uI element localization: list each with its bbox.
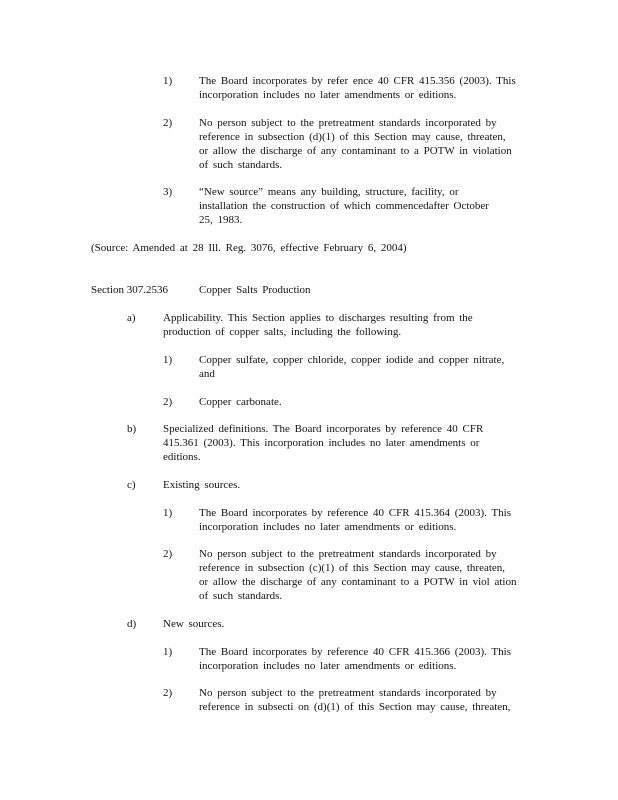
subsection-marker: d) — [127, 618, 137, 630]
item-marker: 1) — [163, 354, 173, 366]
paragraph-line: reference in subsection (c)(1) of this Section may cause, threaten, — [199, 562, 506, 574]
paragraph-line: incorporation includes no later amendments or editions. — [199, 521, 457, 533]
paragraph-line: The Board incorporates by reference 40 CFR 415.364 (2003). This — [199, 507, 511, 519]
paragraph-line: 25, 1983. — [199, 214, 243, 226]
paragraph-line: production of copper salts, including the following. — [163, 326, 402, 338]
paragraph-line: reference in subsection (d)(1) of this Section may cause, threaten, — [199, 131, 506, 143]
subsection-marker: c) — [127, 479, 136, 491]
item-marker: 3) — [163, 186, 173, 198]
section-title: Copper Salts Production — [199, 284, 311, 296]
paragraph-line: Specialized definitions. The Board incorporates by reference 40 CFR — [163, 423, 484, 435]
paragraph-line: No person subject to the pretreatment standards incorporated by — [199, 548, 497, 560]
paragraph-line: or allow the discharge of any contaminant to a POTW in violation — [199, 145, 512, 157]
source-note: (Source: Amended at 28 Ill. Reg. 3076, effective February 6, 2004) — [91, 242, 407, 254]
paragraph-line: of such standards. — [199, 159, 283, 171]
paragraph-line: or allow the discharge of any contaminant to a POTW in viol ation — [199, 576, 517, 588]
paragraph-line: No person subject to the pretreatment standards incorporated by — [199, 687, 497, 699]
paragraph-line: reference in subsecti on (d)(1) of this Section may cause, threaten, — [199, 701, 511, 713]
item-marker: 2) — [163, 687, 173, 699]
item-marker: 1) — [163, 646, 173, 658]
paragraph-line: The Board incorporates by refer ence 40 CFR 415.356 (2003). This — [199, 75, 516, 87]
paragraph-line: “New source” means any building, structure, facility, or — [199, 186, 459, 198]
paragraph-line: and — [199, 368, 215, 380]
item-marker: 2) — [163, 117, 173, 129]
paragraph-line: Copper carbonate. — [199, 396, 282, 408]
paragraph-line: New sources. — [163, 618, 225, 630]
item-marker: 1) — [163, 75, 173, 87]
paragraph-line: The Board incorporates by reference 40 CFR 415.366 (2003). This — [199, 646, 511, 658]
paragraph-line: No person subject to the pretreatment standards incorporated by — [199, 117, 497, 129]
paragraph-line: installation the construction of which commencedafter October — [199, 200, 489, 212]
paragraph-line: editions. — [163, 451, 201, 463]
subsection-marker: a) — [127, 312, 136, 324]
item-marker: 1) — [163, 507, 173, 519]
paragraph-line: of such standards. — [199, 590, 283, 602]
paragraph-line: 415.361 (2003). This incorporation includes no later amendments or — [163, 437, 480, 449]
paragraph-line: Applicability. This Section applies to discharges resulting from the — [163, 312, 473, 324]
item-marker: 2) — [163, 396, 173, 408]
paragraph-line: incorporation includes no later amendments or editions. — [199, 660, 457, 672]
subsection-marker: b) — [127, 423, 137, 435]
item-marker: 2) — [163, 548, 173, 560]
paragraph-line: Existing sources. — [163, 479, 241, 491]
paragraph-line: incorporation includes no later amendments or editions. — [199, 89, 457, 101]
section-number: Section 307.2536 — [91, 284, 168, 296]
paragraph-line: Copper sulfate, copper chloride, copper iodide and copper nitrate, — [199, 354, 505, 366]
